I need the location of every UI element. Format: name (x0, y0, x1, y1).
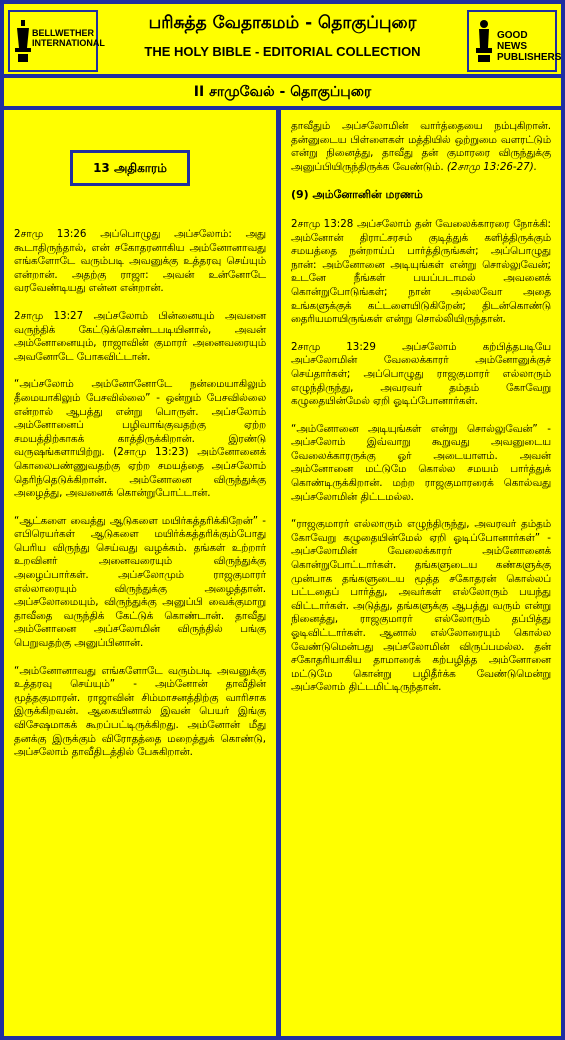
left-column (4, 110, 276, 1036)
left-paragraph-4: “ஆட்களை வைத்து ஆடுகளை மயிர்கத்தரிக்கிறேன்” - எபிரெயர்கள் ஆடுகளை மயிர்க்கத்தரிக்கும்போது பெரிய விருந்து செய்வது வழக்கம். தங்கள் உற்றார் உறவினர் அனைவரையும் விருந்துக்கு அழைப்பார்கள். அப்சலோமும் ராஜகுமாரர் எல்லாரையும் விருந்துக்கு அழைத்தான். அப்சலோமையும், விருந்துக்கு அனுப்பி வைக்குமாறு தாவீதை வருந்திக் கேட்டுக் கொண்டான். தாவீது அம்னோனை அப்சலோமின் விருந்தில் பங்கு பெறுவதற்கு அனுப்பினான். (14, 514, 266, 650)
header-panel (4, 4, 561, 74)
trumpet-figure-icon (473, 18, 495, 64)
book-title: II சாமுவேல் - தொகுப்புரை (193, 84, 372, 100)
bell-figure-icon (14, 18, 32, 64)
section-title: (9) அம்னோனின் மரணம் (291, 188, 423, 202)
logo-right-text: GOOD NEWS PUBLISHERS (497, 30, 562, 63)
logo-left-text: BELLWETHER INTERNATIONAL (32, 28, 105, 48)
right-paragraph-1: 2சாமு 13:28 அப்சலோம் தன் வேலைக்காரரை நோக்கி: அம்னோன் திராட்சரசம் குடித்துக் களித்திருக்கும் சமயத்தை நன்றாய்ப் பார்த்திருங்கள்; அப்பொழுது நான்: அம்னோனை அடியுங்கள் என்று சொல்லுவேன்; உடனே நீங்கள் பயப்படாமல் அவனைக் கொன்றுபோடுங்கள்; நான் அல்லவோ அதை உங்களுக்குக் கட்டளையிடுகிறேன்; திடன்கொண்டு தைரியமாயிருங்கள் என்று சொல்லியிருந்தான். (291, 217, 551, 326)
right-paragraph-3: “அம்னோனை அடியுங்கள் என்று சொல்லுவேன்” - அப்சலோம் இவ்வாறு கூறுவது அவனுடைய வேலைக்காரருக்கு ஓர் அடையாளம். அவன் அம்னோனை மட்டுமே கொல்ல சமயம் பார்த்துக் கொண்டிருக்கிறான். மற்ற ராஜகுமாரரைக் கொல்வது அப்சலோமின் திட்டமல்ல. (291, 422, 551, 503)
left-paragraph-2: 2சாமு 13:27 அப்சலோம் பின்னையும் அவனை வருந்திக் கேட்டுக்கொண்டபடியினால், அவன் அம்னோனையும், ராஜாவின் குமாரர் அனைவரையும் அவனோடே போகவிட்டான். (14, 309, 266, 363)
right-intro: தாவீதும் அப்சலோமின் வார்த்தையை நம்புகிறான். தன்னுடைய பிள்ளைகள் மத்தியில் ஒற்றுமை வளரட்டும் என்று நினைத்து, தாவீது தன் குமாரரை விருந்துக்கு அனுப்பியிருந்திருக்க வேண்டும். (291, 120, 551, 173)
right-paragraph-2: 2சாமு 13:29 அப்சலோம் கற்பித்தபடியே அப்சலோமின் வேலைக்காரர் அம்னோனுக்குச் செய்தார்கள்; அப்பொழுது ராஜகுமாரர் எல்லாரும் எழுந்திருந்து, அவரவர் தம்தம் கோவேறு கழுதையின்மேல் ஏறி ஓடிப்போனார்கள். (291, 340, 551, 408)
left-paragraph-1: 2சாமு 13:26 அப்பொழுது அப்சலோம்: அது கூடாதிருந்தால், என் சகோதரனாகிய அம்னோனாவது எங்களோடே வரும்படி அவனுக்கு உத்தரவு செய்யும் என்றான். அதற்கு ராஜா: அவன் உன்னோடே வரவேண்டியது என்ன என்றான். (14, 228, 266, 295)
chapter-box: 13 அதிகாரம் (70, 150, 190, 186)
title-english: THE HOLY BIBLE - EDITORIAL COLLECTION (144, 44, 421, 59)
left-paragraph-3: “அப்சலோம் அம்னோனோடே நன்மையாகிலும் தீமையாகிலும் பேசவில்லை” - ஒன்றும் பேசவில்லை என்றால் ஆபத்து என்று பொருள். அப்சலோம் அம்னோனைப் பழிவாங்குவதற்கு ஏற்ற சமயத்திற்காகக் காத்திருக்கிறான். இரண்டு வருஷங்களாயிற்று. (2சாமு 13:23) அம்னோனைக் கொலைபண்ணுவதற்கு ஏற்ற சமயத்தை அப்சலோம் தெரிந்தெடுக்கிறான். அம்னோனை விருந்துக்கு அழைத்து, அவனைக் கொன்றுபோட்டான். (14, 378, 266, 500)
right-intro-block (291, 120, 551, 174)
left-paragraph-5: “அம்னோனாவது எங்களோடே வரும்படி அவனுக்கு உத்தரவு செய்யும்” - அம்னோன் தாவீதின் மூத்தகுமாரன். ராஜாவின் சிம்மாசனத்திற்கு வாரிசாக இருக்கிறவன். ஆகையினால் இவன் பெயர் இங்கு விசேஷமாகக் கூறப்பட்டிருக்கிறது. அம்னோன் மீது தனக்கு இருக்கும் விரோதத்தை மறைத்துக் கொண்டு, அப்சலோம் தாவீதிடத்தில் பேசுகிறான். (14, 664, 266, 759)
good-news-logo (467, 10, 562, 72)
right-column (281, 110, 561, 1036)
right-intro-ref: (2சாமு 13:26-27). (446, 160, 538, 173)
right-paragraph-4: “ராஜகுமாரர் எல்லாரும் எழுந்திருந்து, அவரவர் தம்தம் கோவேறு கழுதையின்மேல் ஏறி ஓடிப்போனார்கள்” - அப்சலோமின் வேலைக்காரர் அம்னோனைக் கொன்றுபோட்டார்கள். தங்களுடைய கண்களுக்கு முன்பாக தங்களுடைய மூத்த சகோதரன் கொல்லப் பட்டதைப் பார்த்து, அவர்கள் எல்லோரும் பயந்து விட்டார்கள். அடுத்து, தங்களுக்கு ஆபத்து வரும் என்று நினைத்து, ராஜகுமாரர் எல்லோரும் தப்பித்து ஓடிவிட்டார்கள். ஆனால் எல்லோரையும் கொல்ல வேண்டுமென்பது அப்சலோமின் விருப்பமல்ல. தன் சகோதரியாகிய தாமாரைக் கற்பழித்த அம்னோனை மட்டுமே கொன்று பழிதீர்க்க வேண்டுமென்று அப்சலோம் திட்டமிட்டிருந்தான். (291, 518, 551, 694)
book-title-bar (4, 78, 561, 106)
title-block (114, 12, 451, 59)
title-tamil: பரிசுத்த வேதாகமம் - தொகுப்புரை (148, 13, 417, 33)
bellwether-logo (8, 10, 105, 72)
